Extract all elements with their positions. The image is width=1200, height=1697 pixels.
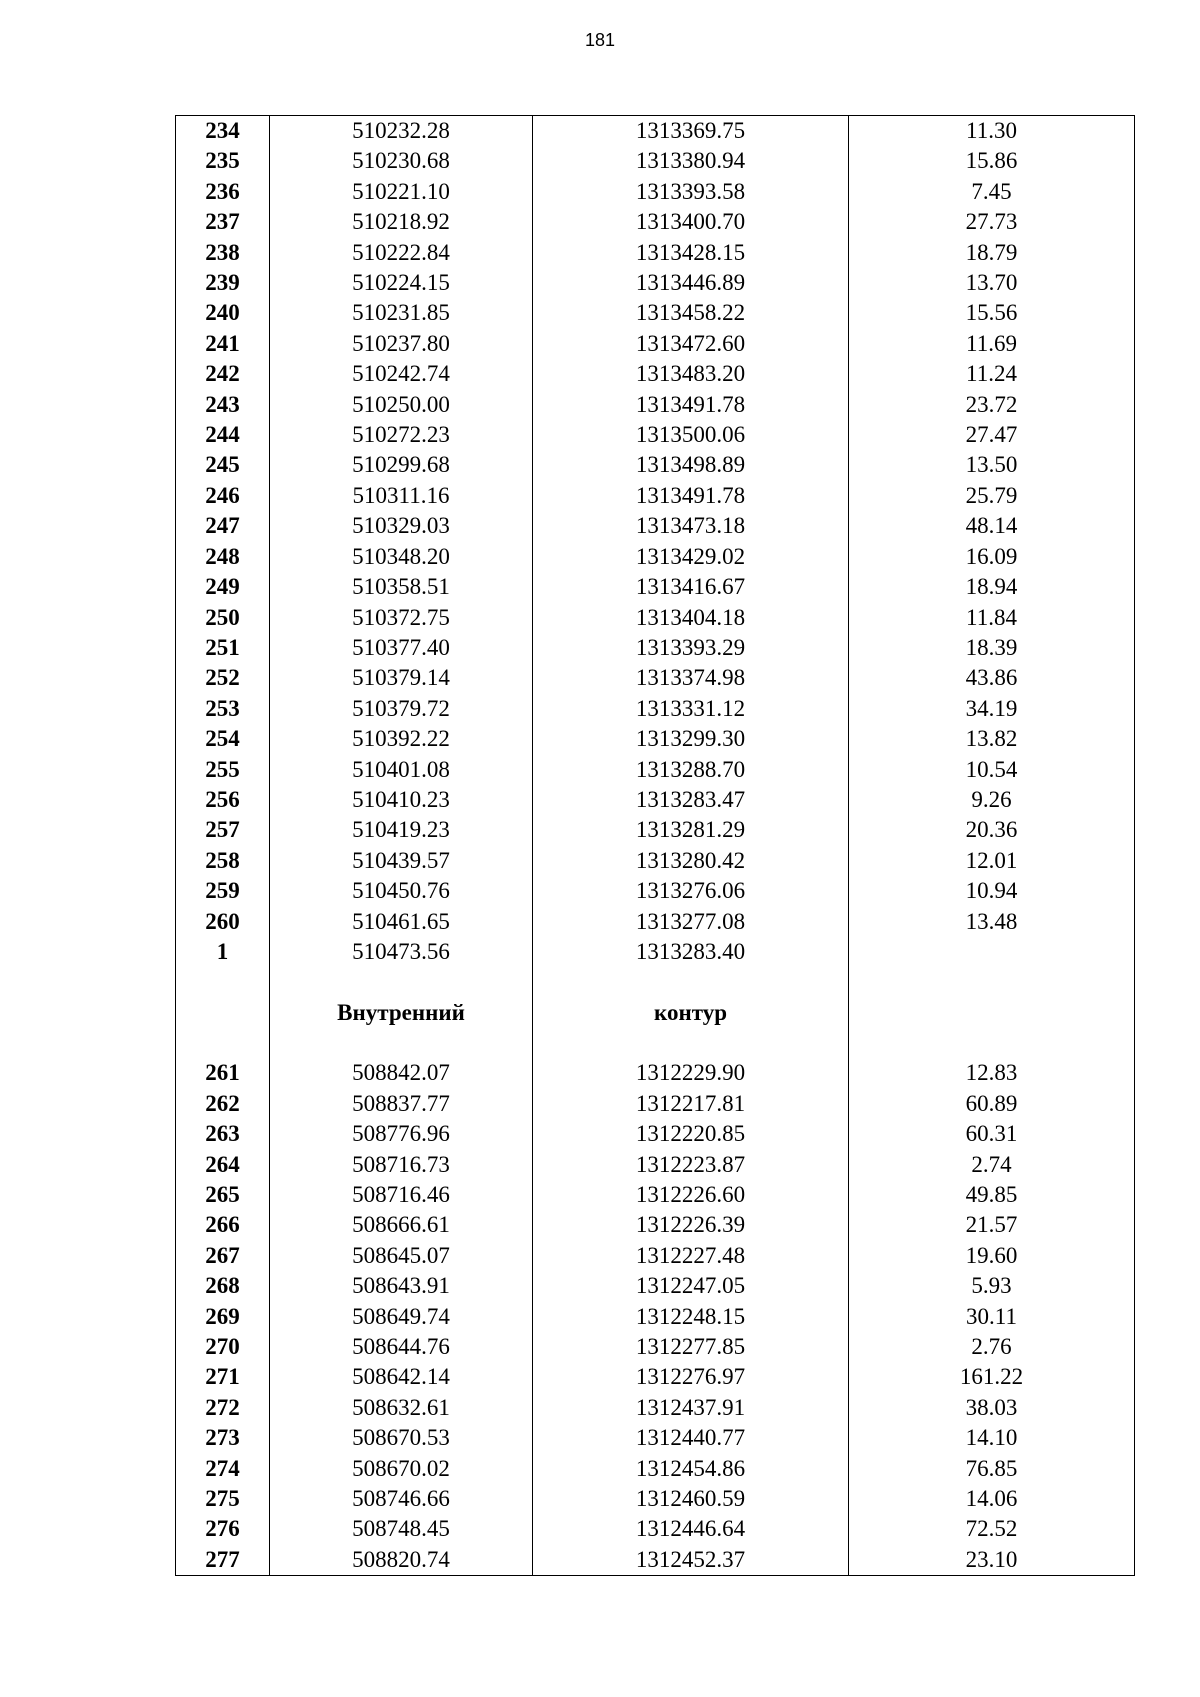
y-coordinate: 1313400.70 — [533, 207, 849, 237]
table-row — [176, 785, 1135, 815]
distance: 76.85 — [849, 1454, 1135, 1484]
point-number: 262 — [176, 1089, 270, 1119]
point-number: 243 — [176, 390, 270, 420]
x-coordinate: 510410.23 — [270, 785, 533, 815]
page-number: 181 — [584, 30, 616, 50]
point-number: 269 — [176, 1302, 270, 1332]
distance: 15.86 — [849, 146, 1135, 176]
section-header — [176, 967, 1135, 1058]
distance: 27.73 — [849, 207, 1135, 237]
distance: 23.72 — [849, 390, 1135, 420]
point-number: 265 — [176, 1180, 270, 1210]
section-cell-empty — [849, 967, 1135, 1058]
x-coordinate: 508644.76 — [270, 1332, 533, 1362]
y-coordinate: 1312452.37 — [533, 1545, 849, 1576]
point-number: 253 — [176, 694, 270, 724]
distance: 25.79 — [849, 481, 1135, 511]
x-coordinate: 508649.74 — [270, 1302, 533, 1332]
distance: 12.01 — [849, 846, 1135, 876]
distance: 30.11 — [849, 1302, 1135, 1332]
point-number: 266 — [176, 1210, 270, 1240]
y-coordinate: 1313283.47 — [533, 785, 849, 815]
y-coordinate: 1313500.06 — [533, 420, 849, 450]
x-coordinate: 510372.75 — [270, 603, 533, 633]
distance: 18.94 — [849, 572, 1135, 602]
distance: 14.06 — [849, 1484, 1135, 1514]
point-number: 238 — [176, 238, 270, 268]
x-coordinate: 510231.85 — [270, 298, 533, 328]
table-row — [176, 633, 1135, 663]
y-coordinate: 1313393.29 — [533, 633, 849, 663]
x-coordinate: 510299.68 — [270, 450, 533, 480]
point-number: 234 — [176, 116, 270, 147]
distance: 18.79 — [849, 238, 1135, 268]
y-coordinate: 1313491.78 — [533, 481, 849, 511]
x-coordinate: 510329.03 — [270, 511, 533, 541]
point-number: 261 — [176, 1058, 270, 1088]
x-coordinate: 508842.07 — [270, 1058, 533, 1088]
table-row — [176, 1545, 1135, 1576]
table-row — [176, 1484, 1135, 1514]
y-coordinate: 1313472.60 — [533, 329, 849, 359]
x-coordinate: 510218.92 — [270, 207, 533, 237]
table-row — [176, 1271, 1135, 1301]
point-number: 240 — [176, 298, 270, 328]
x-coordinate: 510237.80 — [270, 329, 533, 359]
x-coordinate: 510392.22 — [270, 724, 533, 754]
x-coordinate: 508820.74 — [270, 1545, 533, 1576]
y-coordinate: 1312440.77 — [533, 1423, 849, 1453]
y-coordinate: 1312446.64 — [533, 1514, 849, 1544]
x-coordinate: 508716.46 — [270, 1180, 533, 1210]
distance: 2.76 — [849, 1332, 1135, 1362]
x-coordinate: 510311.16 — [270, 481, 533, 511]
y-coordinate: 1312226.60 — [533, 1180, 849, 1210]
point-number: 273 — [176, 1423, 270, 1453]
x-coordinate: 508645.07 — [270, 1241, 533, 1271]
table-row — [176, 298, 1135, 328]
point-number: 1 — [176, 937, 270, 967]
distance: 13.70 — [849, 268, 1135, 298]
y-coordinate: 1313331.12 — [533, 694, 849, 724]
y-coordinate: 1313276.06 — [533, 876, 849, 906]
point-number: 277 — [176, 1545, 270, 1576]
table-row — [176, 390, 1135, 420]
distance: 19.60 — [849, 1241, 1135, 1271]
distance: 21.57 — [849, 1210, 1135, 1240]
y-coordinate: 1312247.05 — [533, 1271, 849, 1301]
coordinates-part-outer — [176, 116, 1135, 968]
x-coordinate: 510250.00 — [270, 390, 533, 420]
y-coordinate: 1312226.39 — [533, 1210, 849, 1240]
distance: 7.45 — [849, 177, 1135, 207]
y-coordinate: 1313299.30 — [533, 724, 849, 754]
y-coordinate: 1313404.18 — [533, 603, 849, 633]
table-row — [176, 937, 1135, 967]
table-row — [176, 1180, 1135, 1210]
table-row — [176, 1454, 1135, 1484]
distance: 60.89 — [849, 1089, 1135, 1119]
distance: 60.31 — [849, 1119, 1135, 1149]
point-number: 254 — [176, 724, 270, 754]
x-coordinate: 508746.66 — [270, 1484, 533, 1514]
table-row — [176, 1423, 1135, 1453]
x-coordinate: 508716.73 — [270, 1150, 533, 1180]
point-number: 272 — [176, 1393, 270, 1423]
distance: 49.85 — [849, 1180, 1135, 1210]
y-coordinate: 1313277.08 — [533, 907, 849, 937]
table-row — [176, 1393, 1135, 1423]
y-coordinate: 1312277.85 — [533, 1332, 849, 1362]
table-row — [176, 572, 1135, 602]
table-row — [176, 1514, 1135, 1544]
x-coordinate: 510224.15 — [270, 268, 533, 298]
distance: 34.19 — [849, 694, 1135, 724]
point-number: 244 — [176, 420, 270, 450]
distance: 161.22 — [849, 1362, 1135, 1392]
coordinates-table — [175, 115, 1135, 1576]
table-row — [176, 1332, 1135, 1362]
distance: 14.10 — [849, 1423, 1135, 1453]
y-coordinate: 1313473.18 — [533, 511, 849, 541]
x-coordinate: 510461.65 — [270, 907, 533, 937]
x-coordinate: 508670.02 — [270, 1454, 533, 1484]
distance: 23.10 — [849, 1545, 1135, 1576]
table-row — [176, 542, 1135, 572]
distance: 11.84 — [849, 603, 1135, 633]
table-row — [176, 907, 1135, 937]
point-number: 249 — [176, 572, 270, 602]
table-row — [176, 116, 1135, 147]
x-coordinate: 510419.23 — [270, 815, 533, 845]
coordinates-part-inner — [176, 1058, 1135, 1575]
table-row — [176, 603, 1135, 633]
distance — [849, 937, 1135, 967]
distance: 9.26 — [849, 785, 1135, 815]
table-row — [176, 1302, 1135, 1332]
distance: 48.14 — [849, 511, 1135, 541]
distance: 10.54 — [849, 755, 1135, 785]
distance: 15.56 — [849, 298, 1135, 328]
point-number: 237 — [176, 207, 270, 237]
y-coordinate: 1313491.78 — [533, 390, 849, 420]
point-number: 257 — [176, 815, 270, 845]
point-number: 264 — [176, 1150, 270, 1180]
point-number: 263 — [176, 1119, 270, 1149]
distance: 2.74 — [849, 1150, 1135, 1180]
y-coordinate: 1312437.91 — [533, 1393, 849, 1423]
x-coordinate: 508666.61 — [270, 1210, 533, 1240]
distance: 18.39 — [849, 633, 1135, 663]
point-number: 276 — [176, 1514, 270, 1544]
point-number: 255 — [176, 755, 270, 785]
distance: 16.09 — [849, 542, 1135, 572]
y-coordinate: 1313458.22 — [533, 298, 849, 328]
point-number: 256 — [176, 785, 270, 815]
x-coordinate: 510242.74 — [270, 359, 533, 389]
x-coordinate: 510348.20 — [270, 542, 533, 572]
point-number: 270 — [176, 1332, 270, 1362]
y-coordinate: 1313498.89 — [533, 450, 849, 480]
distance: 43.86 — [849, 663, 1135, 693]
table-row — [176, 329, 1135, 359]
distance: 38.03 — [849, 1393, 1135, 1423]
table-row — [176, 268, 1135, 298]
distance: 27.47 — [849, 420, 1135, 450]
distance: 11.69 — [849, 329, 1135, 359]
point-number: 267 — [176, 1241, 270, 1271]
x-coordinate: 510401.08 — [270, 755, 533, 785]
table-row — [176, 755, 1135, 785]
y-coordinate: 1313428.15 — [533, 238, 849, 268]
x-coordinate: 508643.91 — [270, 1271, 533, 1301]
y-coordinate: 1313416.67 — [533, 572, 849, 602]
x-coordinate: 510272.23 — [270, 420, 533, 450]
x-coordinate: 508748.45 — [270, 1514, 533, 1544]
y-coordinate: 1312460.59 — [533, 1484, 849, 1514]
point-number: 252 — [176, 663, 270, 693]
x-coordinate: 508632.61 — [270, 1393, 533, 1423]
distance: 13.48 — [849, 907, 1135, 937]
table-row — [176, 846, 1135, 876]
y-coordinate: 1313374.98 — [533, 663, 849, 693]
point-number: 271 — [176, 1362, 270, 1392]
table-row — [176, 146, 1135, 176]
table-row — [176, 359, 1135, 389]
section-label-contour: контур — [533, 967, 849, 1058]
x-coordinate: 510358.51 — [270, 572, 533, 602]
point-number: 268 — [176, 1271, 270, 1301]
distance: 11.24 — [849, 359, 1135, 389]
y-coordinate: 1313483.20 — [533, 359, 849, 389]
x-coordinate: 508837.77 — [270, 1089, 533, 1119]
table-row — [176, 177, 1135, 207]
table-row — [176, 663, 1135, 693]
distance: 5.93 — [849, 1271, 1135, 1301]
y-coordinate: 1312227.48 — [533, 1241, 849, 1271]
table-row — [176, 1089, 1135, 1119]
point-number: 259 — [176, 876, 270, 906]
point-number: 235 — [176, 146, 270, 176]
point-number: 246 — [176, 481, 270, 511]
table-row — [176, 450, 1135, 480]
point-number: 247 — [176, 511, 270, 541]
y-coordinate: 1312220.85 — [533, 1119, 849, 1149]
table-row — [176, 207, 1135, 237]
y-coordinate: 1312223.87 — [533, 1150, 849, 1180]
table-row — [176, 724, 1135, 754]
distance: 72.52 — [849, 1514, 1135, 1544]
point-number: 242 — [176, 359, 270, 389]
x-coordinate: 510473.56 — [270, 937, 533, 967]
x-coordinate: 510222.84 — [270, 238, 533, 268]
y-coordinate: 1313446.89 — [533, 268, 849, 298]
y-coordinate: 1312276.97 — [533, 1362, 849, 1392]
distance: 11.30 — [849, 116, 1135, 147]
distance: 20.36 — [849, 815, 1135, 845]
table-row — [176, 815, 1135, 845]
point-number: 274 — [176, 1454, 270, 1484]
x-coordinate: 510439.57 — [270, 846, 533, 876]
point-number: 251 — [176, 633, 270, 663]
table-row — [176, 511, 1135, 541]
y-coordinate: 1312454.86 — [533, 1454, 849, 1484]
y-coordinate: 1313280.42 — [533, 846, 849, 876]
x-coordinate: 510377.40 — [270, 633, 533, 663]
table-row — [176, 1150, 1135, 1180]
table-row — [176, 238, 1135, 268]
table-row — [176, 420, 1135, 450]
table-row — [176, 876, 1135, 906]
y-coordinate: 1313288.70 — [533, 755, 849, 785]
point-number: 248 — [176, 542, 270, 572]
table-row — [176, 1241, 1135, 1271]
section-row — [176, 967, 1135, 1058]
y-coordinate: 1313429.02 — [533, 542, 849, 572]
x-coordinate: 510379.14 — [270, 663, 533, 693]
distance: 13.82 — [849, 724, 1135, 754]
x-coordinate: 510379.72 — [270, 694, 533, 724]
table-row — [176, 1210, 1135, 1240]
table-row — [176, 1058, 1135, 1088]
x-coordinate: 508776.96 — [270, 1119, 533, 1149]
y-coordinate: 1312229.90 — [533, 1058, 849, 1088]
section-label-inner: Внутренний — [270, 967, 533, 1058]
y-coordinate: 1313369.75 — [533, 116, 849, 147]
y-coordinate: 1312248.15 — [533, 1302, 849, 1332]
y-coordinate: 1313380.94 — [533, 146, 849, 176]
y-coordinate: 1312217.81 — [533, 1089, 849, 1119]
y-coordinate: 1313281.29 — [533, 815, 849, 845]
point-number: 241 — [176, 329, 270, 359]
point-number: 260 — [176, 907, 270, 937]
table-row — [176, 481, 1135, 511]
point-number: 250 — [176, 603, 270, 633]
point-number: 275 — [176, 1484, 270, 1514]
distance: 12.83 — [849, 1058, 1135, 1088]
point-number: 258 — [176, 846, 270, 876]
x-coordinate: 510221.10 — [270, 177, 533, 207]
distance: 10.94 — [849, 876, 1135, 906]
y-coordinate: 1313283.40 — [533, 937, 849, 967]
x-coordinate: 508642.14 — [270, 1362, 533, 1392]
x-coordinate: 508670.53 — [270, 1423, 533, 1453]
table-row — [176, 694, 1135, 724]
point-number: 245 — [176, 450, 270, 480]
x-coordinate: 510450.76 — [270, 876, 533, 906]
distance: 13.50 — [849, 450, 1135, 480]
y-coordinate: 1313393.58 — [533, 177, 849, 207]
x-coordinate: 510230.68 — [270, 146, 533, 176]
table-row — [176, 1119, 1135, 1149]
point-number: 239 — [176, 268, 270, 298]
section-cell-empty — [176, 967, 270, 1058]
point-number: 236 — [176, 177, 270, 207]
table-row — [176, 1362, 1135, 1392]
x-coordinate: 510232.28 — [270, 116, 533, 147]
